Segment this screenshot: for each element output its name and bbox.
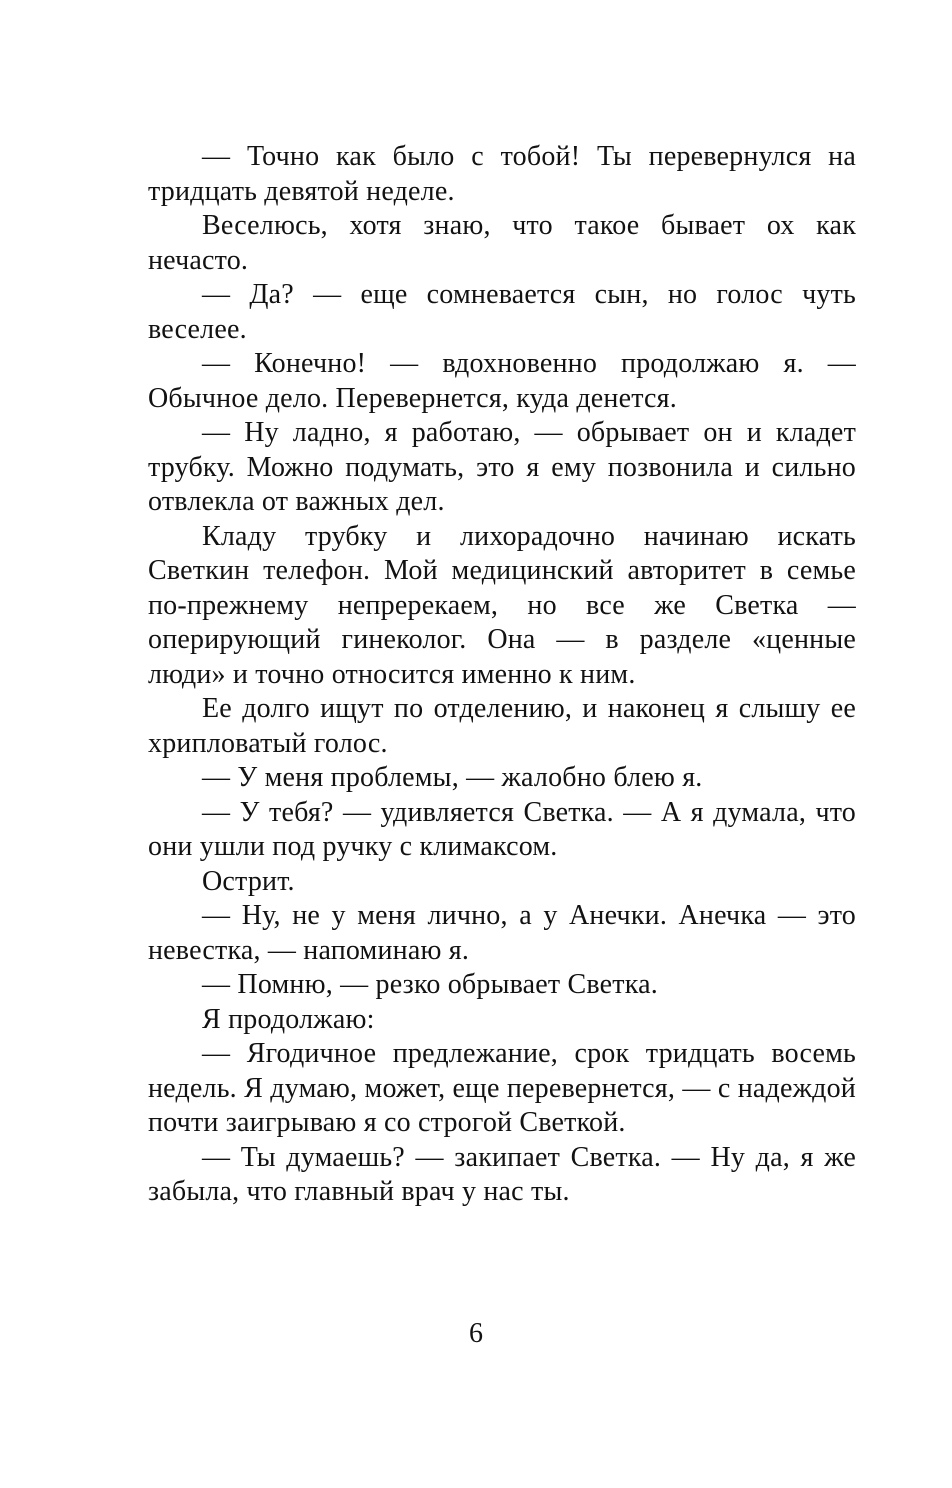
paragraph: — Точно как было с тобой! Ты перевернулся на тридцать девятой неделе. (148, 141, 856, 207)
paragraph: — Да? — еще сомневается сын, но голос чуть веселее. (148, 279, 856, 345)
paragraph: — У тебя? — удивляется Светка. — А я думала, что они ушли под ручку с климаксом. (148, 796, 856, 862)
paragraph: Я продолжаю: (202, 1003, 375, 1035)
paragraph: Ее долго ищут по отделению, и наконец я слышу ее хрипловатый голос. (148, 693, 856, 759)
paragraph: — Ну ладно, я работаю, — обрывает он и кладет трубку. Можно подумать, это я ему позвонила и сильно отвлекла от важных дел. (148, 417, 856, 517)
paragraph: — У меня проблемы, — жалобно блею я. (202, 762, 703, 793)
paragraph: — Ягодичное предлежание, срок тридцать восемь недель. Я думаю, может, еще перевернется, — с надеждой почти заигрываю я со строгой Светкой. (148, 1038, 856, 1138)
paragraph: Веселюсь, хотя знаю, что такое бывает ох как нечасто. (148, 210, 856, 276)
paragraph: Острит. (202, 865, 295, 897)
paragraph: Кладу трубку и лихорадочно начинаю искать Светкин телефон. Мой медицинский авторитет в семье по-прежнему непререкаем, но все же Светка — оперирующий гинеколог. Она — в разделе «ценные люди» и точно относится именно к ним. (148, 520, 856, 690)
body-text (148, 140, 856, 1210)
paragraph: — Ты думаешь? — закипает Светка. — Ну да, я же забыла, что главный врач у нас ты. (148, 1141, 856, 1207)
paragraph: — Помню, — резко обрывает Светка. (202, 969, 658, 1000)
paragraph: — Ну, не у меня лично, а у Анечки. Анечка — это невестка, — напоминаю я. (148, 900, 856, 966)
paragraph: — Конечно! — вдохновенно продолжаю я. — Обычное дело. Перевернется, куда денется. (148, 348, 856, 414)
page-number: 6 (469, 1318, 483, 1349)
